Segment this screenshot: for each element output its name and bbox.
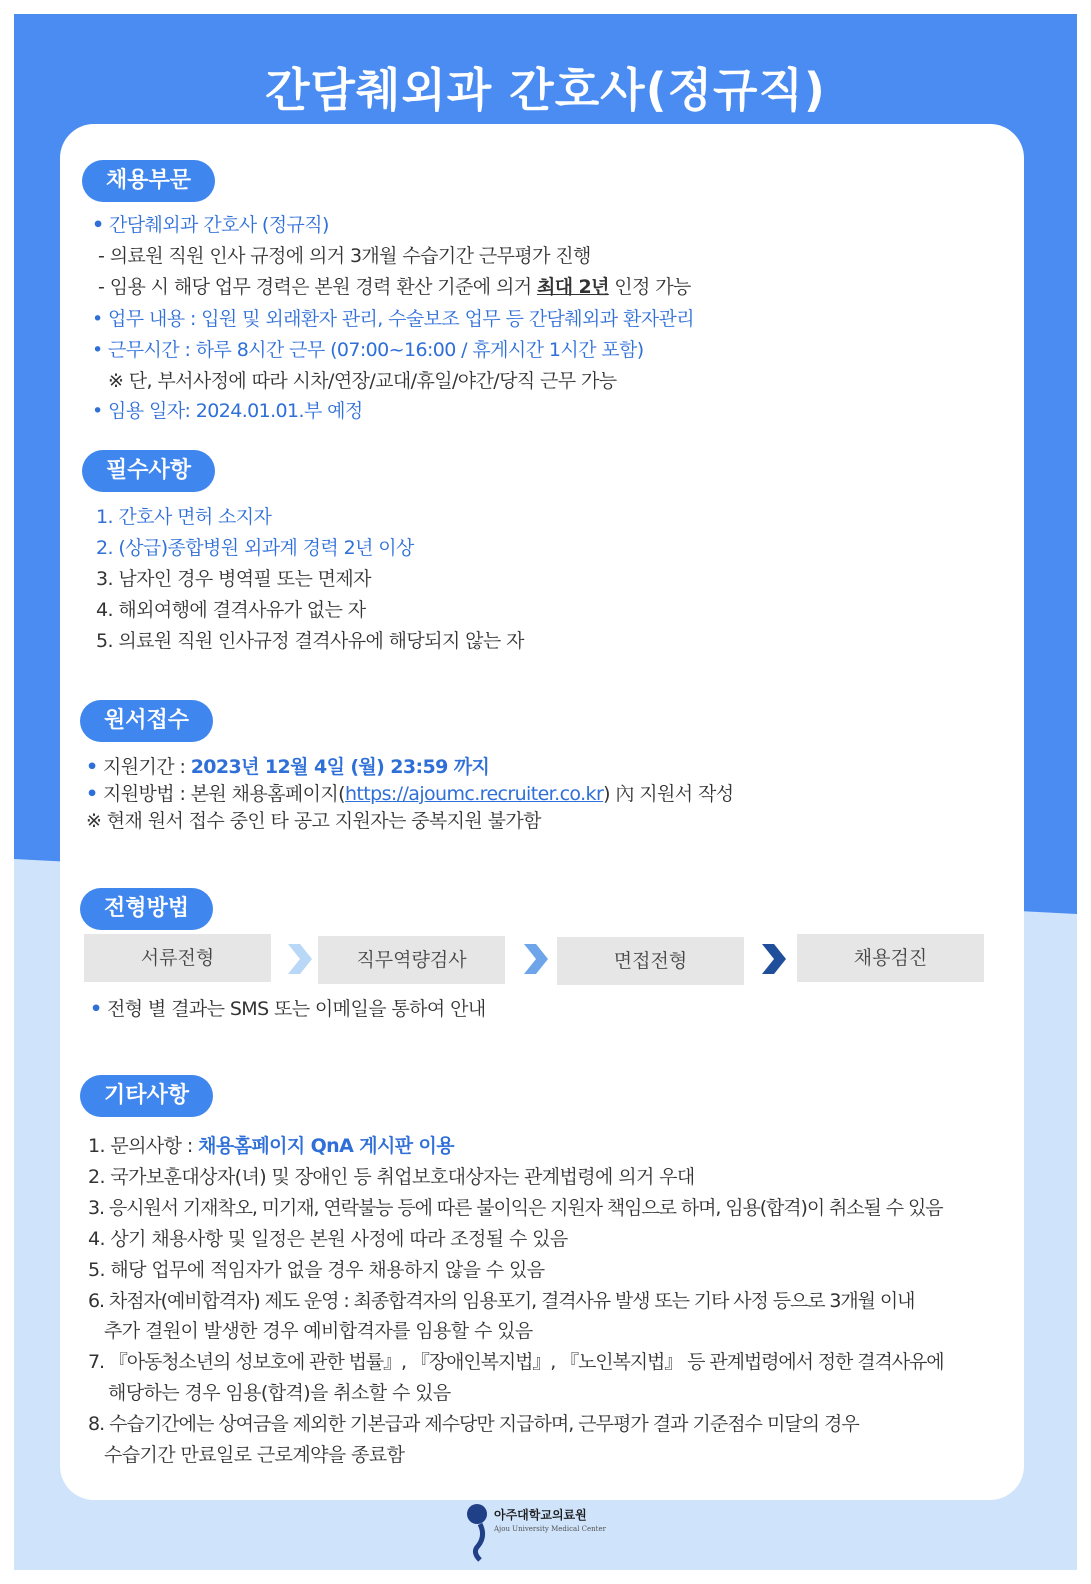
process-step-aptitude: 직무역량검사 <box>318 936 505 984</box>
note-2-highlight: 최대 2년 <box>536 276 609 298</box>
section-heading-required: 필수사항 <box>82 450 215 492</box>
note-2-part-a: - 임용 시 해당 업무 경력은 본원 경력 환산 기준에 의거 <box>98 276 537 298</box>
etc-item-7-cont: 해당하는 경우 임용(합격)을 취소할 수 있음 <box>108 1382 451 1404</box>
method-label: 지원방법 : 본원 채용홈페이지( <box>97 783 345 805</box>
period-value: 2023년 12월 4일 (월) 23:59 까지 <box>190 756 490 778</box>
process-note-text: 전형 별 결과는 SMS 또는 이메일을 통하여 안내 <box>101 998 486 1020</box>
recruit-start-date: • 임용 일자: 2024.01.01.부 예정 <box>92 400 363 422</box>
bullet: • <box>92 214 104 236</box>
etc-item-5: 5. 해당 업무에 적임자가 없을 경우 채용하지 않을 수 있음 <box>88 1259 545 1281</box>
etc-item-1-value: 채용홈페이지 QnA 게시판 이용 <box>198 1135 454 1157</box>
etc-item-3: 3. 응시원서 기재착오, 미기재, 연락불능 등에 따른 불이익은 지원자 책임으로 하며, 임용(합격)이 취소될 수 있음 <box>88 1197 943 1219</box>
etc-item-2: 2. 국가보훈대상자(녀) 및 장애인 등 취업보호대상자는 관계법령에 의거 우대 <box>88 1166 695 1188</box>
process-step-document: 서류전형 <box>84 934 271 982</box>
recruit-position <box>92 210 329 237</box>
bullet: • <box>90 998 102 1020</box>
section-heading-application: 원서접수 <box>80 700 213 742</box>
position-text: 간담췌외과 간호사 (정규직) <box>109 214 329 236</box>
recruit-hours-note: ※ 단, 부서사정에 따라 시차/연장/교대/휴일/야간/당직 근무 가능 <box>108 370 617 392</box>
bullet: • <box>86 783 98 805</box>
recruit-note-2 <box>98 272 691 299</box>
required-item-2: 2. (상급)종합병원 외과계 경력 2년 이상 <box>96 537 414 559</box>
required-item-1: 1. 간호사 면허 소지자 <box>96 506 272 528</box>
etc-item-6-cont: 추가 결원이 발생한 경우 예비합격자를 임용할 수 있음 <box>104 1320 533 1342</box>
application-period <box>86 752 489 779</box>
required-item-5: 5. 의료원 직원 인사규정 결격사유에 해당되지 않는 자 <box>96 630 524 652</box>
etc-item-1-label: 1. 문의사항 : <box>88 1135 199 1157</box>
etc-item-8-cont: 수습기간 만료일로 근로계약을 종료함 <box>104 1444 405 1466</box>
etc-item-6: 6. 차점자(예비합격자) 제도 운영 : 최종합격자의 임용포기, 결격사유 발생 또는 기타 사정 등으로 3개월 이내 <box>88 1290 915 1312</box>
section-heading-process: 전형방법 <box>80 888 213 930</box>
section-heading-recruit: 채용부문 <box>82 160 215 202</box>
recruit-duty: • 업무 내용 : 입원 및 외래환자 관리, 수술보조 업무 등 간담췌외과 환자관리 <box>92 308 694 330</box>
section-heading-etc: 기타사항 <box>80 1075 213 1117</box>
application-note: ※ 현재 원서 접수 중인 타 공고 지원자는 중복지원 불가함 <box>86 810 541 832</box>
period-label: 지원기간 : <box>97 756 191 778</box>
etc-item-7: 7. 『아동청소년의 성보호에 관한 법률』, 『장애인복지법』, 『노인복지법』 등 관계법령에서 정한 결격사유에 <box>88 1351 944 1373</box>
required-item-4: 4. 해외여행에 결격사유가 없는 자 <box>96 599 366 621</box>
note-2-part-c: 인정 가능 <box>608 276 691 298</box>
etc-item-4: 4. 상기 채용사항 및 일정은 본원 사정에 따라 조정될 수 있음 <box>88 1228 568 1250</box>
etc-item-8: 8. 수습기간에는 상여금을 제외한 기본급과 제수당만 지급하며, 근무평가 결과 기준점수 미달의 경우 <box>88 1413 859 1435</box>
etc-item-1 <box>88 1131 454 1158</box>
logo-korean: 아주대학교의료원 <box>494 1508 587 1522</box>
recruit-site-link[interactable]: https://ajoumc.recruiter.co.kr <box>344 783 604 805</box>
recruit-hours: • 근무시간 : 하루 8시간 근무 (07:00~16:00 / 휴게시간 1시간 포함) <box>92 339 644 361</box>
process-step-checkup: 채용검진 <box>797 934 984 982</box>
footer-logo <box>494 1506 606 1533</box>
process-step-interview: 면접전형 <box>557 937 744 985</box>
process-note <box>90 994 486 1021</box>
required-item-3: 3. 남자인 경우 병역필 또는 면제자 <box>96 568 371 590</box>
logo-english: Ajou University Medical Center <box>494 1525 606 1533</box>
method-end: ) 內 지원서 작성 <box>603 783 734 805</box>
bullet: • <box>86 756 98 778</box>
application-method <box>86 779 733 806</box>
chevron-right-icon <box>282 942 316 976</box>
chevron-right-icon <box>518 942 552 976</box>
recruit-note-1: - 의료원 직원 인사 규정에 의거 3개월 수습기간 근무평가 진행 <box>98 245 591 267</box>
page-title: 간담췌외과 간호사(정규직) <box>265 63 826 117</box>
chevron-right-icon <box>756 942 790 976</box>
ajou-logo-icon <box>464 1502 490 1564</box>
